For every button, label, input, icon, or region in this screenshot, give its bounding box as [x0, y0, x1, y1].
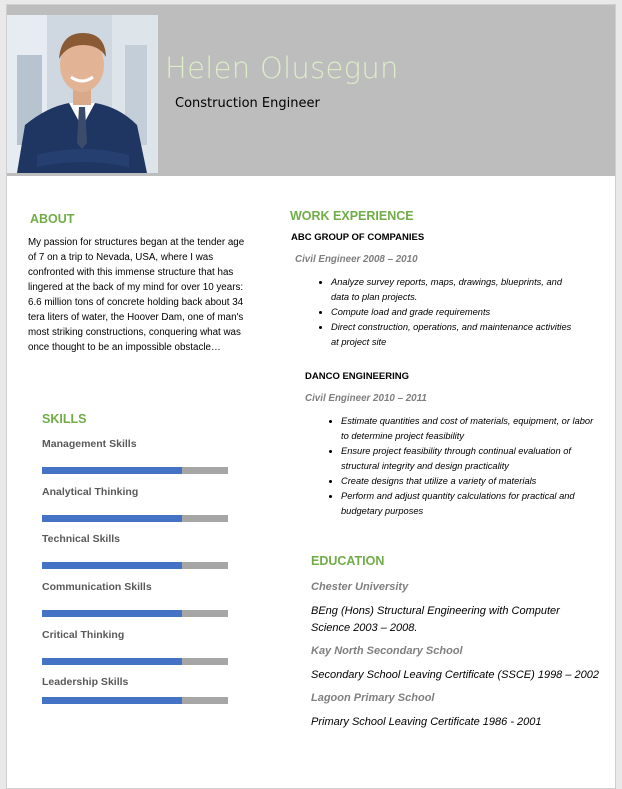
- school-name: Kay North Secondary School: [311, 645, 463, 657]
- skill-bar-fill: [42, 562, 182, 569]
- profile-photo: [7, 15, 158, 173]
- candidate-name: Helen Olusegun: [165, 51, 399, 85]
- duty-item: • Estimate quantities and cost of materials, equipment, or labor to determine project feasibility: [341, 414, 603, 444]
- header-banner: [7, 5, 615, 176]
- degree-text: BEng (Hons) Structural Engineering with Computer Science 2003 – 2008.: [311, 605, 560, 634]
- skill-bar: [42, 515, 228, 522]
- skill-label: Critical Thinking: [42, 629, 125, 641]
- education-heading: EDUCATION: [311, 554, 385, 568]
- resume-page: [6, 4, 616, 789]
- degree-text: Secondary School Leaving Certificate (SSCE) 1998 – 2002: [311, 669, 600, 681]
- skill-label: Technical Skills: [42, 533, 121, 545]
- skill-label: Communication Skills: [42, 581, 152, 593]
- duty-item: • Direct construction, operations, and maintenance activities at project site: [331, 320, 581, 350]
- duty-item: • Perform and adjust quantity calculations for practical and budgetary purposes: [341, 489, 603, 519]
- company-name: ABC GROUP OF COMPANIES: [291, 232, 425, 243]
- skill-label: Management Skills: [42, 438, 137, 450]
- duties-list: [323, 414, 603, 519]
- school-name: Lagoon Primary School: [311, 692, 435, 704]
- about-text: My passion for structures began at the tender age of 7 on a trip to Nevada, USA, where I was confronted with this immense structure that has lingered at the back of my mind for over 10 years: 6.6 million tons of concrete holding back about 34 tera liters of water, the Hoover Dam, one of man's most striking constructions, conquering what was once thought to be an impossible obstacle…: [28, 237, 245, 353]
- duty-item: • Compute load and grade requirements: [331, 305, 581, 320]
- skill-bar: [42, 562, 228, 569]
- skill-label: Analytical Thinking: [42, 486, 139, 498]
- candidate-title: Construction Engineer: [175, 96, 320, 111]
- skill-bar: [42, 467, 228, 474]
- duty-item: • Analyze survey reports, maps, drawings, blueprints, and data to plan projects.: [331, 275, 581, 305]
- skills-heading: SKILLS: [42, 412, 87, 426]
- job-title: Civil Engineer 2010 – 2011: [305, 393, 427, 404]
- duties-list: [313, 275, 581, 350]
- skill-bar-fill: [42, 515, 182, 522]
- skill-bar-fill: [42, 467, 182, 474]
- about-heading: ABOUT: [30, 212, 75, 226]
- work-heading: WORK EXPERIENCE: [290, 209, 414, 223]
- skill-label: Leadership Skills: [42, 676, 129, 688]
- degree-text: Primary School Leaving Certificate 1986 - 2001: [311, 716, 542, 728]
- company-name: DANCO ENGINEERING: [305, 371, 409, 382]
- duty-item: • Ensure project feasibility through continual evaluation of structural integrity and design practicality: [341, 444, 603, 474]
- skill-bar: [42, 658, 228, 665]
- job-title: Civil Engineer 2008 – 2010: [295, 254, 418, 265]
- skill-bar: [42, 697, 228, 704]
- school-name: Chester University: [311, 581, 409, 593]
- skill-bar-fill: [42, 610, 182, 617]
- duty-item: • Create designs that utilize a variety of materials: [341, 474, 603, 489]
- skill-bar-fill: [42, 697, 182, 704]
- skill-bar-fill: [42, 658, 182, 665]
- skill-bar: [42, 610, 228, 617]
